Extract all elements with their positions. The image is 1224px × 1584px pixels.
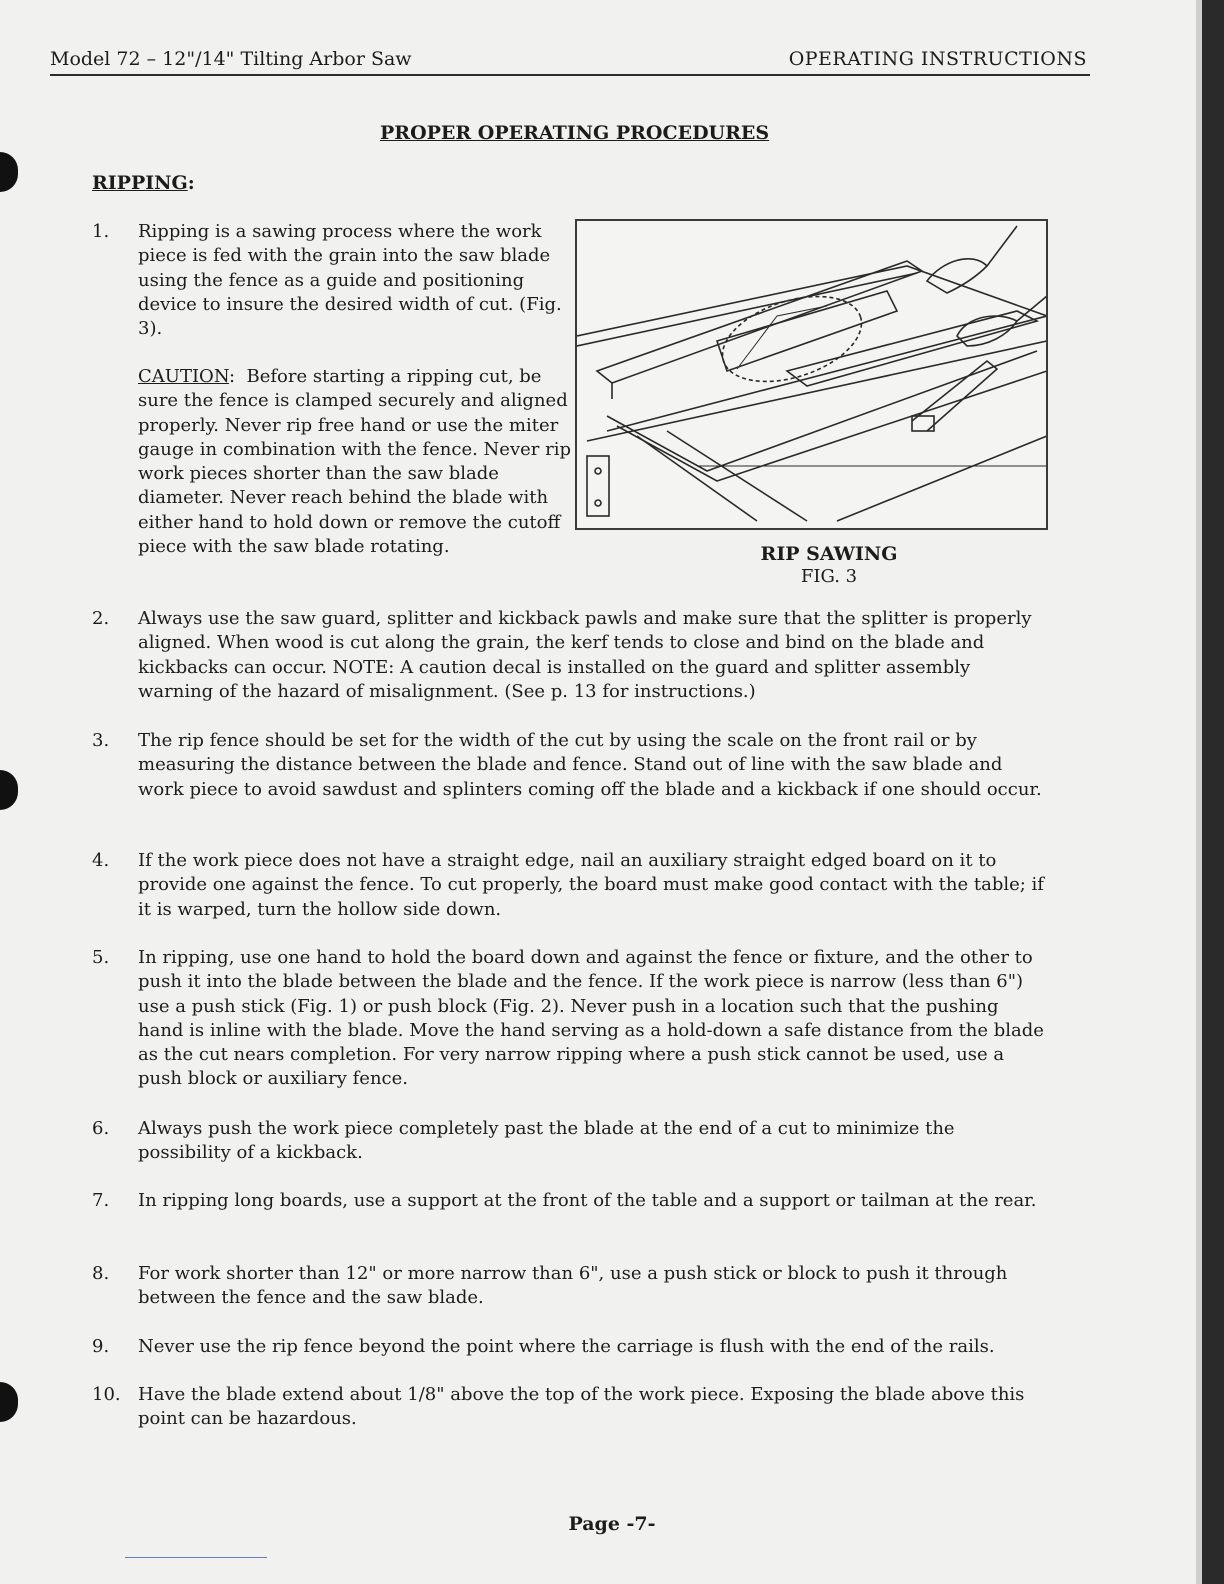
page-title: PROPER OPERATING PROCEDURES [380, 122, 770, 144]
item-number: 6. [92, 1118, 110, 1139]
section-heading-colon: : [187, 172, 195, 194]
caution-colon: : [228, 366, 236, 387]
list-item: Never use the rip fence beyond the point where the carriage is flush with the end of the rails. [138, 1336, 995, 1357]
punch-hole-icon [0, 152, 18, 192]
header-section-title: OPERATING INSTRUCTIONS [788, 48, 1087, 70]
list-item: The rip fence should be set for the width of the cut by using the scale on the front rail or by measuring the distance between the blade and fence. Stand out of line with the saw blade and work piece to avoid sawdust and splinters coming off the blade and a kickback if one should occur. [138, 730, 1042, 800]
item-number: 2. [92, 608, 110, 629]
page-edge [1202, 0, 1224, 1584]
item-number: 4. [92, 850, 110, 871]
header-rule [50, 74, 1090, 76]
rip-sawing-figure [575, 219, 1048, 530]
list-item: Always use the saw guard, splitter and kickback pawls and make sure that the splitter is properly aligned. When wood is cut along the grain, the kerf tends to close and bind on the blade and kickbacks can occur. NOTE: A caution decal is installed on the guard and splitter assembly warning of the hazard of misalignment. (See p. 13 for instructions.) [138, 608, 1032, 702]
item-number: 5. [92, 947, 110, 968]
item-number: 9. [92, 1336, 110, 1357]
list-item: In ripping long boards, use a support at the front of the table and a support or tailman at the rear. [138, 1190, 1037, 1211]
item-number: 7. [92, 1190, 110, 1211]
page-number: Page -7- [568, 1513, 656, 1535]
header-model-title: Model 72 – 12"/14" Tilting Arbor Saw [50, 48, 412, 70]
list-item: If the work piece does not have a straight edge, nail an auxiliary straight edged board on it to provide one against the fence. To cut properly, the board must make good contact with the table; if it is warped, turn the hollow side down. [138, 850, 1044, 920]
list-item: Have the blade extend about 1/8" above the top of the work piece. Exposing the blade above this point can be hazardous. [138, 1384, 1025, 1430]
punch-hole-icon [0, 1382, 18, 1422]
list-item: Always push the work piece completely past the blade at the end of a cut to minimize the possibility of a kickback. [138, 1118, 955, 1164]
item-number: 10. [92, 1384, 121, 1405]
list-item: In ripping, use one hand to hold the board down and against the fence or fixture, and the other to push it into the blade between the blade and the fence. If the work piece is narrow (less than 6") use a push stick (Fig. 1) or push block (Fig. 2). Never push in a location such that the pushing hand is inline with the blade. Move the hand serving as a hold-down a safe distance from the blade as the cut nears completion. For very narrow ripping where a push stick cannot be used, use a push block or auxiliary fence. [138, 947, 1044, 1090]
punch-hole-icon [0, 770, 18, 810]
list-item: For work shorter than 12" or more narrow than 6", use a push stick or block to push it through between the fence and the saw blade. [138, 1263, 1008, 1309]
item-number: 3. [92, 730, 110, 751]
caution-label: CAUTION [138, 366, 229, 387]
selection-underline [125, 1557, 267, 1558]
section-heading [92, 172, 195, 194]
list-item: Ripping is a sawing process where the work piece is fed with the grain into the saw blade using the fence as a guide and positioning device to insure the desired width of cut. (Fig. 3). [138, 221, 562, 340]
caution-note [138, 365, 573, 559]
figure-label: FIG. 3 [800, 566, 858, 587]
item-number: 1. [92, 221, 110, 242]
item-number: 8. [92, 1263, 110, 1284]
figure-caption: RIP SAWING [760, 543, 898, 565]
rip-sawing-illustration [577, 221, 1048, 530]
caution-text: Before starting a ripping cut, be sure the fence is clamped securely and aligned properly. Never rip free hand or use the miter gauge in combination with the fence. Never rip work pieces shorter than the saw blade diameter. Never reach behind the blade with either hand to hold down or remove the cutoff piece with the saw blade rotating. [138, 366, 571, 558]
section-heading-text: RIPPING [92, 172, 188, 194]
